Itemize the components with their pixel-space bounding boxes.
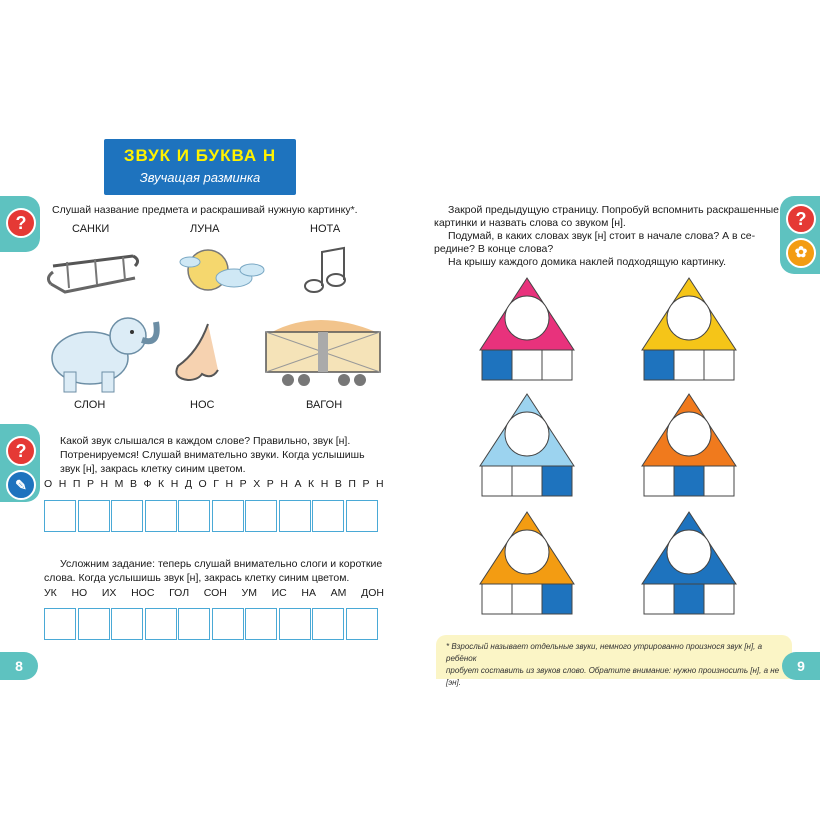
syllable: НО <box>71 587 88 599</box>
page-number-right: 9 <box>782 652 820 680</box>
letter: А <box>294 478 302 490</box>
letter: В <box>334 478 342 490</box>
para2-line1: Подумай, в каких словах звук [н] стоит в начале слова? А в се- <box>448 230 756 242</box>
answer-cell[interactable] <box>312 608 344 640</box>
letter: М <box>114 478 124 490</box>
pencil-icon[interactable]: ✎ <box>6 470 36 500</box>
answer-cell[interactable] <box>44 608 76 640</box>
question-icon-2[interactable]: ? <box>6 436 36 466</box>
letters-row <box>44 478 384 490</box>
syllable: ГОЛ <box>169 587 190 599</box>
answer-cell[interactable] <box>245 608 277 640</box>
house-2[interactable] <box>636 274 742 384</box>
letter: О <box>198 478 207 490</box>
house-cell <box>644 466 674 496</box>
answer-cell[interactable] <box>245 500 277 532</box>
house-cell <box>512 466 542 496</box>
syllable: ДОН <box>361 587 384 599</box>
letter: К <box>158 478 165 490</box>
answer-cell[interactable] <box>212 500 244 532</box>
harder-line-1: Усложним задание: теперь слушай внимательно слоги и короткие <box>60 558 383 570</box>
question-icon[interactable]: ? <box>6 208 36 238</box>
answer-grid-2 <box>44 608 379 640</box>
house-4[interactable] <box>636 390 742 500</box>
house-cell <box>512 584 542 614</box>
roof-window <box>667 530 711 574</box>
roof-window <box>667 296 711 340</box>
practice-line-2: звук [н], закрась клетку синим цветом. <box>60 463 246 475</box>
footnote-line-2: пробует составить из звуков слово. Обратите внимание: нужно произносить [н], а не [эн]. <box>446 666 780 687</box>
letter: Н <box>100 478 109 490</box>
house-1[interactable] <box>474 274 580 384</box>
answer-cell[interactable] <box>111 608 143 640</box>
roof-window <box>667 412 711 456</box>
syllable: АМ <box>330 587 347 599</box>
moon-image[interactable] <box>172 244 270 300</box>
page-subtitle: Звучащая разминка <box>139 170 261 185</box>
letter: К <box>308 478 315 490</box>
letter: Н <box>280 478 288 490</box>
answer-cell[interactable] <box>346 608 378 640</box>
page-number-left: 8 <box>0 652 38 680</box>
answer-cell[interactable] <box>279 500 311 532</box>
house-3[interactable] <box>474 390 580 500</box>
wagon-image[interactable] <box>258 308 384 392</box>
roof-window <box>505 530 549 574</box>
letter: Ф <box>143 478 152 490</box>
answer-cell[interactable] <box>78 608 110 640</box>
left-help-tab-2[interactable] <box>0 424 40 502</box>
letter: Н <box>58 478 67 490</box>
para1-line1: Закрой предыдущую страницу. Попробуй вспомнить раскрашенные <box>448 204 780 216</box>
house-cell <box>704 350 734 380</box>
letter: О <box>44 478 53 490</box>
letter: Н <box>320 478 329 490</box>
syllable: ИС <box>271 587 287 599</box>
answer-cell[interactable] <box>279 608 311 640</box>
para3: На крышу каждого домика наклей подходящую картинку. <box>448 256 726 268</box>
house-cell <box>542 584 572 614</box>
sled-image[interactable] <box>45 246 141 298</box>
letter: Х <box>253 478 261 490</box>
answer-cell[interactable] <box>212 608 244 640</box>
house-cell <box>512 350 542 380</box>
house-cell <box>674 350 704 380</box>
roof-window <box>505 412 549 456</box>
letter: Р <box>266 478 274 490</box>
para2-line2: редине? В конце слова? <box>434 243 554 255</box>
syllable: ИХ <box>101 587 117 599</box>
syllable: НОС <box>131 587 155 599</box>
title-box <box>104 139 296 195</box>
question-icon-3[interactable]: ? <box>786 204 816 234</box>
label-nos: НОС <box>190 399 215 411</box>
roof-window <box>505 296 549 340</box>
syllables-row <box>44 587 384 599</box>
house-cell <box>482 350 512 380</box>
nose-image[interactable] <box>168 322 232 388</box>
letter: Д <box>184 478 192 490</box>
house-cell <box>644 584 674 614</box>
elephant-image[interactable] <box>40 310 164 394</box>
house-cell <box>674 466 704 496</box>
answer-cell[interactable] <box>346 500 378 532</box>
harder-line-2: слова. Когда услышишь звук [н], закрась клетку синим цветом. <box>44 572 350 584</box>
house-cell <box>674 584 704 614</box>
left-help-tab[interactable] <box>0 196 40 252</box>
practice-line-1: Потренируемся! Слушай внимательно звуки. Когда услышишь <box>60 449 365 461</box>
house-6[interactable] <box>636 508 742 618</box>
instruction-1: Слушай название предмета и раскрашивай нужную картинку*. <box>52 204 358 216</box>
label-luna: ЛУНА <box>190 223 220 235</box>
answer-cell[interactable] <box>178 500 210 532</box>
footnote-line-1: * Взрослый называет отдельные звуки, немного утрированно произнося звук [н], а ребёнок <box>446 642 763 663</box>
house-cell <box>482 584 512 614</box>
letter: В <box>129 478 137 490</box>
answer-cell[interactable] <box>111 500 143 532</box>
note-image[interactable] <box>300 244 350 296</box>
answer-cell[interactable] <box>312 500 344 532</box>
label-slon: СЛОН <box>74 399 106 411</box>
syllable: СОН <box>203 587 227 599</box>
gear-icon[interactable]: ✿ <box>786 238 816 268</box>
answer-cell[interactable] <box>145 608 177 640</box>
question-line: Какой звук слышался в каждом слове? Правильно, звук [н]. <box>60 435 351 447</box>
house-cell <box>482 466 512 496</box>
label-sanki: САНКИ <box>72 223 110 235</box>
right-help-tab[interactable] <box>780 196 820 274</box>
house-cell <box>644 350 674 380</box>
syllable: УМ <box>241 587 257 599</box>
para1-line2: картинки и назвать слова со звуком [н]. <box>434 217 626 229</box>
house-cell <box>542 350 572 380</box>
house-cell <box>704 466 734 496</box>
answer-cell[interactable] <box>145 500 177 532</box>
answer-cell[interactable] <box>44 500 76 532</box>
letter: Н <box>225 478 234 490</box>
letter: Г <box>213 478 219 490</box>
house-cell <box>542 466 572 496</box>
label-nota: НОТА <box>310 223 341 235</box>
syllable: УК <box>44 587 57 599</box>
letter: Н <box>376 478 384 490</box>
footnote <box>436 635 792 687</box>
answer-cell[interactable] <box>78 500 110 532</box>
letter: Р <box>86 478 94 490</box>
letter: П <box>348 478 356 490</box>
syllable: НА <box>301 587 317 599</box>
letter: Р <box>362 478 370 490</box>
letter: Н <box>170 478 179 490</box>
house-cell <box>704 584 734 614</box>
answer-grid-1 <box>44 500 379 532</box>
page-title: ЗВУК И БУКВА Н <box>123 146 277 165</box>
label-vagon: ВАГОН <box>306 399 343 411</box>
answer-cell[interactable] <box>178 608 210 640</box>
letter: П <box>72 478 81 490</box>
house-5[interactable] <box>474 508 580 618</box>
letter: Р <box>239 478 247 490</box>
